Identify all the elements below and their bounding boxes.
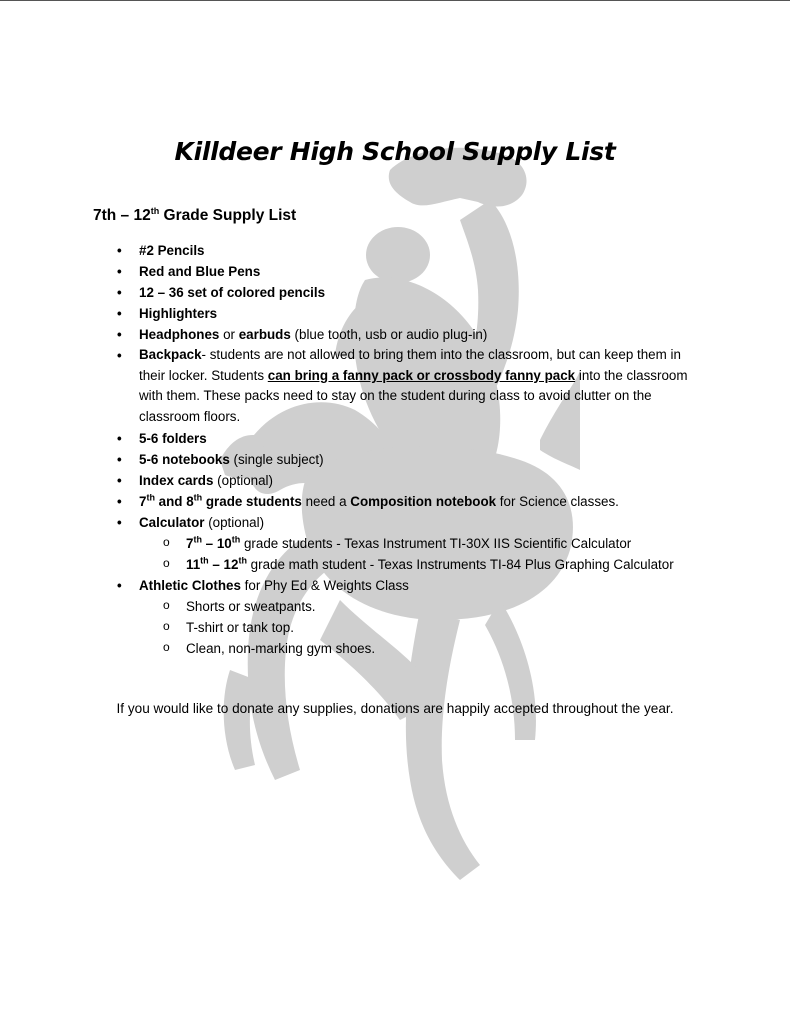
sub-list-item: o Shorts or sweatpants.	[139, 596, 699, 617]
clothes-sublist	[139, 596, 699, 659]
list-item: • 5-6 folders	[139, 428, 699, 449]
sub-list-item: o Clean, non-marking gym shoes.	[139, 638, 699, 659]
grade-subtitle: 7th – 12th Grade Supply List	[93, 205, 297, 224]
list-item: • Highlighters	[139, 303, 699, 324]
list-item: • Athletic Clothes for Phy Ed & Weights Class o Shorts or sweatpants. o T-shirt or tank top. o Clean, non-marking gym shoes.	[139, 575, 699, 659]
list-item: • Backpack- students are not allowed to bring them into the classroom, but can keep them in their locker. Students can bring a fanny pack or crossbody fanny pack into the classroom with them. These packs need to stay on the student during class to avoid clutter on the classroom floors.	[139, 345, 699, 428]
list-item: • 5-6 notebooks (single subject)	[139, 449, 699, 470]
list-item: • Index cards (optional)	[139, 470, 699, 491]
sub-list-item: o 7th – 10th grade students - Texas Instrument TI-30X IIS Scientific Calculator	[139, 533, 699, 554]
list-item: • #2 Pencils	[139, 240, 699, 261]
list-item: • 12 – 36 set of colored pencils	[139, 282, 699, 303]
sub-list-item: o 11th – 12th grade math student - Texas Instruments TI-84 Plus Graphing Calculator	[139, 554, 699, 575]
sub-list-item: o T-shirt or tank top.	[139, 617, 699, 638]
list-item: • 7th and 8th grade students need a Composition notebook for Science classes.	[139, 491, 699, 512]
list-item: • Headphones or earbuds (blue tooth, usb or audio plug-in)	[139, 324, 699, 345]
list-item: • Red and Blue Pens	[139, 261, 699, 282]
calculator-sublist	[139, 533, 699, 575]
supply-list	[139, 240, 699, 659]
donation-note: If you would like to donate any supplies, donations are happily accepted throughout the year.	[116, 701, 674, 716]
list-item: • Calculator (optional) o 7th – 10th grade students - Texas Instrument TI-30X IIS Scientific Calculator o 11th – 12th grade math student - Texas Instruments TI-84 Plus Graphing Calculator	[139, 512, 699, 575]
page-title: Killdeer High School Supply List	[174, 137, 616, 166]
